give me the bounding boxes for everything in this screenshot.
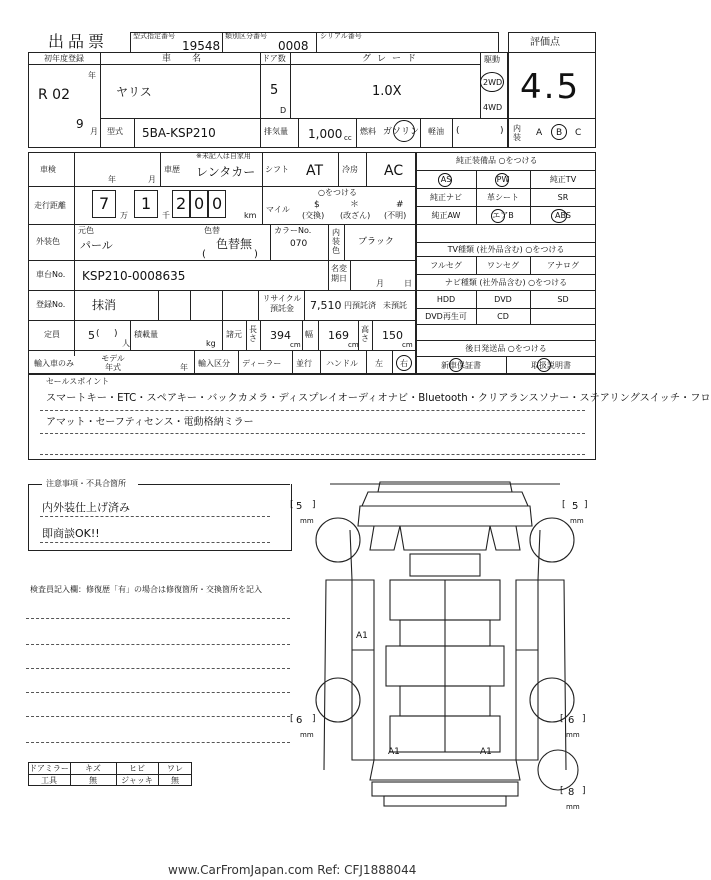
car-inspection-diagram (290, 470, 610, 820)
equip-as: AS (440, 174, 452, 184)
inspect-month-unit: 月 (148, 175, 156, 184)
legend-tool-value: 無 (89, 775, 97, 785)
interior-a: A (536, 128, 543, 138)
score-value: 4.5 (520, 67, 581, 107)
equip-as-circle (438, 173, 452, 187)
navi-title: ナビ種類 (社外品含む) ○をつける (444, 277, 568, 287)
tv-title: TV種類 (社外品含む) ○をつける (447, 244, 565, 254)
tread-rr-paren-close: ] (582, 714, 586, 724)
mile-dollar: $ (314, 200, 320, 210)
tread-fl-unit: mm (300, 517, 314, 525)
recycle-unit: 円預託済 (344, 301, 376, 310)
grade-label: グレード (362, 54, 423, 64)
width-value: 169 (328, 329, 349, 342)
tread-front-right: 5 (572, 501, 579, 512)
interior-label: 内装 (513, 124, 521, 142)
length-label: 長さ (249, 325, 257, 343)
tread-spare-paren-close: ] (582, 786, 586, 796)
legend-header-scratch: キズ (85, 763, 101, 773)
equip-sr: SR (557, 192, 569, 202)
tread-fr-paren-close: ] (584, 500, 588, 510)
int-color-label: 内装色 (332, 228, 340, 255)
color-change-value: 色替無 (216, 237, 253, 251)
mileage-digit-3: 2 (176, 194, 187, 213)
grade-value: 1.0X (372, 84, 402, 99)
history-label: 車歴 (164, 165, 180, 174)
model-cert-label: 型式指定番号 (133, 32, 175, 40)
int-color-value: ブラック (358, 237, 394, 247)
equip-abs: ABS (555, 210, 571, 220)
handle-right-circle (396, 355, 412, 371)
interior-c: C (575, 128, 582, 138)
mile-check-note: ○をつける (318, 188, 357, 197)
inspect-label: 車検 (40, 165, 56, 174)
score-label: 評価点 (530, 37, 560, 48)
inspect-year-unit: 年 (108, 175, 116, 184)
doors-label: ドア数 (262, 54, 286, 63)
disp-unit: cc (344, 134, 352, 142)
mileage-digit-4: 0 (194, 194, 205, 213)
model-cert-number: 19548 (182, 39, 221, 53)
sales-line-2: アマット・セーフティセンス・電動格納ミラー (46, 417, 254, 428)
tread-front-left: 5 (296, 501, 303, 512)
later-manual-circle (537, 358, 551, 372)
mark-rear-right: A1 (480, 747, 492, 757)
mark-left-panel: A1 (356, 631, 368, 641)
mileage-man-unit: 万 (120, 211, 128, 220)
mileage-sen-unit: 千 (162, 211, 170, 220)
notes-line-1: 内外装仕上げ済み (42, 501, 130, 514)
name-change-label: 名変期日 (331, 264, 347, 283)
tread-fr-paren-open: [ (562, 500, 566, 510)
width-unit: cm (348, 341, 359, 349)
doors-value: 5 (270, 83, 279, 98)
category-label: 類別区分番号 (225, 32, 267, 40)
equip-pw: PW (496, 174, 510, 184)
handle-left: 左 (375, 359, 383, 368)
history-value: レンタカー (196, 165, 256, 179)
fuel-circle (393, 120, 415, 142)
color-no-value: 070 (290, 239, 308, 249)
handle-label: ハンドル (326, 359, 358, 368)
interior-b: B (556, 128, 563, 138)
length-unit: cm (290, 341, 301, 349)
serial-label: シリアル番号 (320, 32, 362, 40)
height-value: 150 (382, 329, 403, 342)
tread-spare-unit: mm (566, 803, 580, 811)
notes-label: 注意事項・不具合箇所 (46, 479, 126, 488)
load-unit: kg (206, 339, 216, 348)
tread-rear-left: 6 (296, 715, 303, 726)
interior-b-circle (551, 124, 567, 140)
mileage-digit-2: 1 (141, 194, 152, 213)
shift-label: シフト (265, 165, 289, 174)
oil-paren-open: ( (456, 126, 460, 136)
oil-label: 軽油 (428, 127, 444, 136)
tread-rear-right: 6 (568, 715, 575, 726)
mileage-km-unit: km (244, 211, 257, 220)
sales-label: セールスポイント (46, 377, 110, 386)
navi-dvd: DVD (494, 294, 512, 304)
fuel-value: ガソリン (383, 127, 420, 137)
mile-unknown-note: (不明) (384, 211, 407, 220)
first-reg-month: 9 (76, 117, 84, 131)
first-reg-year: R 02 (38, 87, 70, 103)
mile-tamper-note: (改ざん) (340, 211, 371, 220)
mile-unknown: # (396, 200, 404, 210)
first-reg-month-unit: 月 (90, 127, 98, 136)
form-title: 出品票 (48, 32, 109, 51)
disp-label: 排気量 (264, 127, 288, 136)
orig-color-value: パール (80, 239, 113, 252)
doors-sub: D (280, 106, 287, 115)
mark-rear-left: A1 (388, 747, 400, 757)
dims-label: 諸元 (226, 330, 242, 339)
recycle-label: リサイクル預託金 (262, 294, 302, 313)
tread-spare: 8 (568, 787, 575, 798)
equip-pw-circle (495, 173, 509, 187)
model-label: 型式 (107, 127, 123, 136)
handle-right: 右 (400, 359, 408, 368)
chassis-label: 車台No. (36, 270, 66, 279)
model-year-label: モデル年式 (101, 354, 125, 372)
color-paren-open: ( (202, 249, 206, 260)
capacity-paren-open: ( (96, 329, 100, 339)
capacity-value: 5 (88, 329, 95, 342)
load-label: 積載量 (134, 330, 158, 339)
navi-sd: SD (557, 294, 569, 304)
tread-rr-unit: mm (566, 731, 580, 739)
tv-oneseg: ワンセグ (487, 260, 519, 270)
car-name-label: 車 名 (162, 54, 208, 64)
legend-jack-value: 無 (171, 775, 179, 785)
import-parallel: 並行 (296, 359, 312, 368)
reg-label: 登録No. (36, 300, 66, 309)
inspector-label: 検査員記入欄：修復歴「有」の場合は修復箇所・交換箇所を記入 (30, 585, 262, 594)
later-title: 後日発送品 ○をつける (465, 343, 547, 353)
genuine-title: 純正装備品 ○をつける (456, 156, 538, 165)
legend-jack-label: ジャッキ (121, 775, 153, 785)
first-reg-label: 初年度登録 (44, 54, 84, 63)
equip-genuine-aw: 純正AW (431, 210, 461, 220)
equip-leather: 革シート (487, 192, 519, 202)
notes-line-2: 即商談OK!! (42, 527, 100, 540)
equip-abs-circle (551, 209, 567, 223)
name-change-month: 月 (376, 279, 384, 288)
tread-fr-unit: mm (570, 517, 584, 525)
tread-rl-paren-close: ] (312, 714, 316, 724)
history-note: ※未記入は自家用 (196, 152, 251, 160)
tread-fl-paren-open: [ (290, 500, 294, 510)
mile-dollar-note: (交換) (302, 211, 325, 220)
navi-dvd-play: DVD再生可 (425, 311, 467, 321)
model-value: 5BA-KSP210 (142, 126, 216, 140)
later-warranty-circle (449, 358, 463, 372)
name-change-day: 日 (404, 279, 412, 288)
first-reg-year-unit: 年 (88, 71, 96, 80)
drive-label: 駆動 (484, 55, 500, 64)
capacity-label: 定員 (44, 330, 60, 339)
mileage-digit-1: 7 (99, 194, 110, 213)
reg-value: 抹消 (92, 298, 117, 312)
color-paren-close: ) (254, 249, 258, 260)
height-unit: cm (402, 341, 413, 349)
ac-label: 冷房 (342, 165, 358, 174)
fuel-label: 燃料 (360, 127, 376, 136)
import-label: 輸入車のみ (34, 359, 74, 368)
equip-airbag: エアB (492, 210, 514, 220)
car-name: ヤリス (116, 85, 152, 99)
drive-4wd: 4WD (483, 103, 503, 112)
ac-value: AC (384, 163, 404, 179)
mileage-label: 走行距離 (34, 201, 66, 210)
chassis-value: KSP210-0008635 (82, 269, 186, 283)
tv-analog: アナログ (547, 260, 579, 270)
width-label: 幅 (305, 330, 313, 339)
footer-watermark: www.CarFromJapan.com Ref: CFJ1888044 (168, 863, 417, 877)
tv-fullseg: フルセグ (430, 260, 462, 270)
import-type-label: 輸入区分 (198, 359, 230, 368)
tread-rl-unit: mm (300, 731, 314, 739)
recycle-unpaid: 未預託 (383, 301, 407, 310)
model-year-unit: 年 (180, 363, 188, 372)
legend-header-break: ワレ (167, 763, 183, 773)
drive-2wd: 2WD (483, 78, 503, 87)
sales-line-1: スマートキー・ETC・スペアキー・バックカメラ・ディスプレイオーディオナビ・Bluetooth・クリアランスソナー・ステアリングスイッチ・フロ (46, 393, 711, 404)
equip-genuine-navi: 純正ナビ (430, 192, 462, 202)
navi-cd: CD (497, 311, 509, 321)
recycle-amount: 7,510 (310, 299, 342, 312)
displacement-value: 1,000 (308, 127, 343, 141)
color-label: 外装色 (36, 237, 60, 246)
capacity-unit: 人 (122, 339, 130, 348)
mileage-digit-5: 0 (212, 194, 223, 213)
length-value: 394 (270, 329, 291, 342)
category-number: 0008 (278, 39, 309, 53)
tread-fl-paren-close: ] (312, 500, 316, 510)
capacity-paren-close: ) (114, 329, 118, 339)
oil-paren-close: ) (500, 126, 504, 136)
height-label: 高さ (361, 325, 369, 343)
tread-rr-paren-open: [ (560, 714, 564, 724)
orig-color-label: 元色 (78, 226, 94, 235)
import-dealer: ディーラー (242, 359, 282, 368)
legend-header-mirror: ドアミラー (29, 763, 69, 773)
later-manual: 取扱説明書 (531, 360, 571, 370)
mile-label: マイル (266, 205, 290, 214)
color-no-label: カラーNo. (274, 226, 312, 235)
navi-hdd: HDD (436, 294, 456, 304)
shift-value: AT (306, 163, 324, 179)
mile-tamper: ＊ (350, 200, 360, 210)
legend-header-crack: ヒビ (129, 763, 145, 773)
equip-airbag-circle (491, 209, 505, 223)
tread-rl-paren-open: [ (290, 714, 294, 724)
legend-tool-label: 工具 (41, 775, 57, 785)
drive-2wd-circle (480, 72, 504, 92)
tread-spare-paren-open: [ (560, 786, 564, 796)
color-change-label: 色替 (204, 226, 220, 235)
later-warranty: 新車保証書 (441, 360, 481, 370)
equip-genuine-tv: 純正TV (549, 174, 577, 184)
